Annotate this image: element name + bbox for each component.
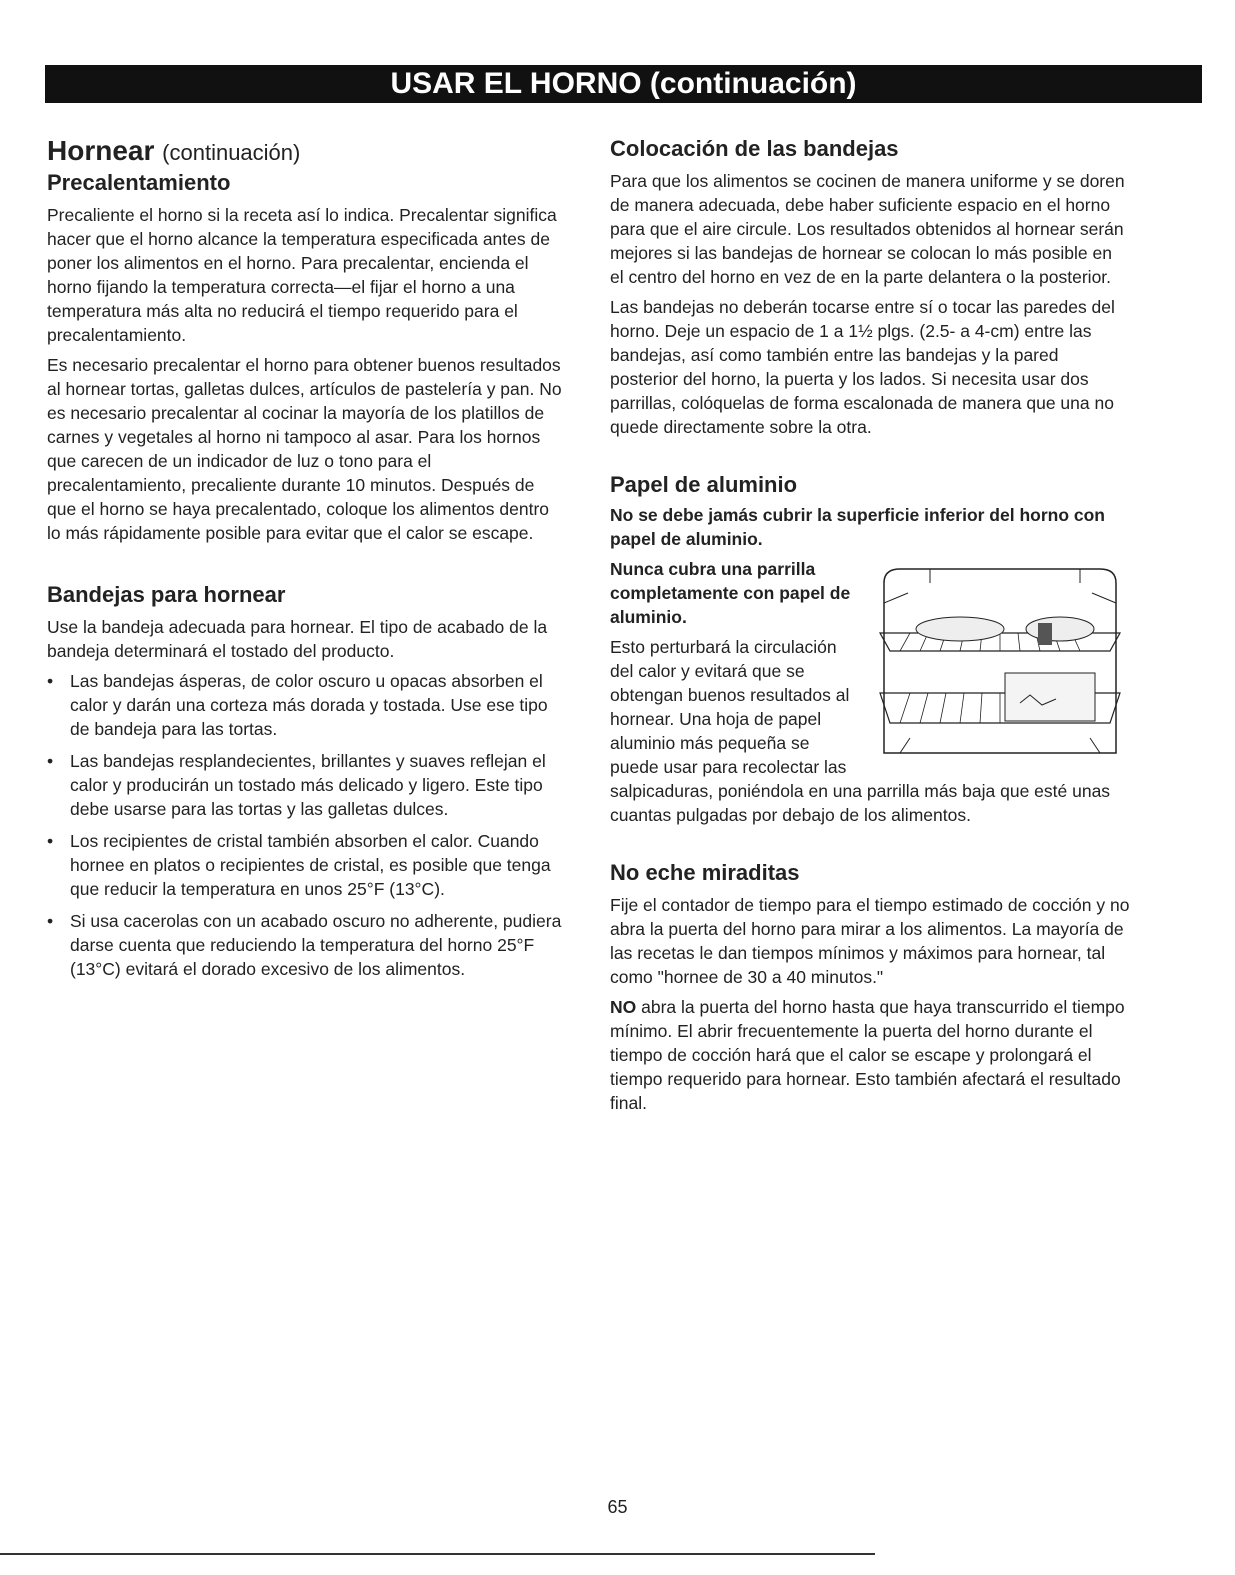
- no-peek-heading: No eche miraditas: [610, 860, 800, 885]
- baking-pans-heading: Bandejas para hornear: [47, 582, 286, 607]
- foil-section: [610, 557, 1130, 827]
- pan-placement-paragraph-1: Para que los alimentos se cocinen de manera uniforme y se doren de manera adecuada, debe haber suficiente espacio en el horno para que el aire circule. Los resultados obtenidos al hornear serán mejores si las bandejas de hornear se colocan lo más posible en el centro del horno en vez de en la parte delantera o la posterior.: [610, 171, 1125, 287]
- foil-bold-note: Nunca cubra una parrilla completamente con papel de aluminio.: [610, 559, 851, 627]
- oven-racks-illustration-icon: [870, 563, 1130, 763]
- no-peek-text: abra la puerta del horno hasta que haya transcurrido el tiempo mínimo. El abrir frecuentemente la puerta del horno durante el tiempo de cocción hará que el calor se escape y prolongará el tiempo requerido para hornear. Esto también afectará el resultado final.: [610, 997, 1125, 1113]
- baking-pans-paragraph: Use la bandeja adecuada para hornear. El tipo de acabado de la bandeja determinará el tostado del producto.: [47, 617, 548, 661]
- baking-pans-list: [47, 669, 565, 981]
- pan-placement-heading: Colocación de las bandejas: [610, 136, 899, 161]
- section-banner: USAR EL HORNO (continuación): [45, 65, 1202, 103]
- title-main: Hornear: [47, 135, 155, 166]
- page-number: 65: [607, 1497, 628, 1517]
- list-item: • Si usa cacerolas con un acabado oscuro no adherente, pudiera darse cuenta que reduciendo la temperatura del horno 25°F (13°C) evitará el dorado excesivo de los alimentos.: [47, 909, 565, 981]
- no-peek-paragraph-1: Fije el contador de tiempo para el tiempo estimado de cocción y no abra la puerta del horno para mirar a los alimentos. La mayoría de las recetas le dan tiempos mínimos y máximos para hornear, tal como "hornee de 30 a 40 minutos.": [610, 895, 1130, 987]
- footer-rule: [0, 1553, 875, 1555]
- foil-paragraph: Esto perturbará la circulación del calor y evitará que se obtengan buenos resultados al hornear. Una hoja de papel aluminio más pequeña se puede usar para recolectar las salpicaduras, poniéndola en una parrilla más baja que esté unas cuantas pulgadas por debajo de los alimentos.: [610, 637, 1111, 825]
- pan-placement-paragraph-2: Las bandejas no deberán tocarse entre sí o tocar las paredes del horno. Deje un espacio de 1 a 1½ plgs. (2.5- a 4-cm) entre las bandejas, así como también entre las bandejas y la pared posterior del horno, la puerta y los lados. Si necesita usar dos parrillas, colóquelas de forma escalonada de manera que una no quede directamente sobre la otra.: [610, 297, 1115, 437]
- section-title: [47, 135, 565, 169]
- list-item: • Las bandejas resplandecientes, brillantes y suaves reflejan el calor y producirán un tostado más delicado y ligero. Este tipo debe usarse para las tortas y las galletas dulces.: [47, 749, 565, 821]
- left-column: [47, 135, 565, 989]
- list-item: • Los recipientes de cristal también absorben el calor. Cuando hornee en platos o recipientes de cristal, es posible que tenga que reducir la temperatura en unos 25°F (13°C).: [47, 829, 565, 901]
- title-continuation: (continuación): [162, 140, 301, 165]
- list-item: • Las bandejas ásperas, de color oscuro u opacas absorben el calor y darán una corteza más dorada y tostada. Use ese tipo de bandeja para las tortas.: [47, 669, 565, 741]
- right-column: [610, 135, 1130, 1121]
- preheat-paragraph-2: Es necesario precalentar el horno para obtener buenos resultados al hornear tortas, galletas dulces, artículos de pastelería y pan. No es necesario precalentar al cocinar la mayoría de los platillos de carnes y vegetales al horno ni tampoco al asar. Para los hornos que carecen de un indicador de luz o tono para el precalentamiento, precaliente durante 10 minutos. Después de que el horno se haya precalentado, coloque los alimentos dentro lo más rápidamente posible para evitar que el calor se escape.: [47, 355, 562, 543]
- foil-heading: Papel de aluminio: [610, 472, 798, 497]
- no-peek-paragraph-2: [610, 995, 1130, 1115]
- preheat-paragraph-1: Precaliente el horno si la receta así lo indica. Precalentar significa hacer que el horno alcance la temperatura especificada antes de poner los alimentos en el horno. Para precalentar, encienda el horno fijando la temperatura correcta—el fijar el horno a una temperatura más alta no reducirá el tiempo requerido para el precalentamiento.: [47, 205, 557, 345]
- preheat-heading: Precalentamiento: [47, 170, 231, 195]
- no-emphasis: NO: [610, 997, 637, 1017]
- foil-warning: No se debe jamás cubrir la superficie inferior del horno con papel de aluminio.: [610, 505, 1105, 549]
